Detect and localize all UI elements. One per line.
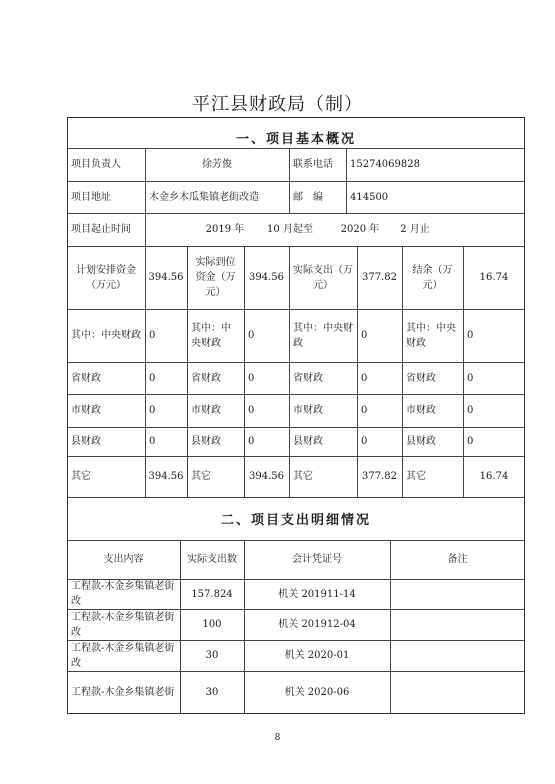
fund-row-value: 0 — [149, 405, 156, 416]
expense-amount: 157.824 — [191, 588, 233, 600]
fund-row-value: 0 — [467, 330, 474, 341]
fund-row-label: 其它 — [406, 471, 426, 482]
column-header-content: 支出内容 — [103, 554, 144, 565]
fund-row-value: 0 — [467, 405, 474, 416]
fund-row-label: 县财政 — [191, 436, 221, 447]
expense-note — [390, 609, 525, 640]
fund-row-value: 377.82 — [362, 471, 397, 482]
fund-row-value: 0 — [361, 436, 368, 447]
contact-phone-label: 联系电话 — [293, 159, 333, 170]
section2-heading: 二、项目支出明细情况 — [220, 513, 371, 528]
fund-row-label: 省财政 — [406, 372, 436, 384]
fund-row-label: 其中：中央财政 — [191, 322, 231, 349]
fund-row-value: 0 — [467, 436, 474, 447]
received-funds-label: 实际到位资金（万元） — [195, 257, 236, 298]
fund-row-value: 16.74 — [479, 471, 509, 482]
fund-row-label: 省财政 — [191, 372, 221, 384]
project-lead-value: 徐芳俊 — [202, 159, 232, 170]
balance-funds-value: 16.74 — [479, 272, 509, 283]
expense-note — [390, 579, 525, 609]
fund-row-label: 县财政 — [406, 436, 436, 447]
fund-row-label: 其中：中央财政 — [293, 322, 353, 349]
fund-row-value: 0 — [361, 405, 368, 416]
expense-amount: 30 — [205, 650, 219, 661]
project-address-label: 项目地址 — [71, 191, 111, 203]
fund-row-label: 市财政 — [191, 405, 221, 416]
fund-row-value: 0 — [149, 330, 156, 341]
fund-row-label: 市财政 — [71, 405, 101, 416]
expense-content: 工程款-木金乡集镇老街改 — [71, 642, 175, 669]
fund-row-value: 0 — [149, 372, 156, 384]
fund-row-label: 其中：中央财政 — [71, 330, 141, 341]
period-start-year: 2019 年 — [205, 224, 245, 235]
period-end-month: 2 月止 — [400, 224, 430, 235]
fund-row-label: 县财政 — [293, 436, 323, 447]
expense-voucher: 机关 201911-14 — [278, 588, 356, 600]
period-label: 项目起止时间 — [71, 224, 131, 235]
postcode-label: 邮 编 — [293, 191, 323, 203]
fund-row-label: 其它 — [191, 471, 211, 482]
fund-row-value: 0 — [248, 436, 255, 447]
spent-funds-value: 377.82 — [362, 272, 397, 283]
fund-row-label: 其它 — [71, 471, 91, 482]
divider — [67, 497, 525, 498]
expense-content: 工程款-木金乡集镇老街改 — [71, 581, 175, 607]
column-header-amount: 实际支出数 — [187, 554, 237, 565]
contact-phone-value: 15274069828 — [350, 159, 420, 170]
column-header-voucher: 会计凭证号 — [292, 554, 342, 565]
fund-row-value: 0 — [248, 405, 255, 416]
period-end-year: 2020 年 — [340, 224, 380, 235]
expense-amount: 30 — [205, 687, 219, 698]
postcode-value: 414500 — [350, 191, 389, 203]
expense-content: 工程款-木金乡集镇老街 — [71, 687, 175, 698]
planned-funds-value: 394.56 — [148, 272, 184, 283]
project-lead-label: 项目负责人 — [71, 159, 121, 170]
fund-row-value: 394.56 — [148, 471, 184, 482]
fund-row-value: 0 — [467, 372, 474, 384]
expense-content: 工程款-木金乡集镇老街改 — [71, 611, 175, 638]
fund-row-value: 0 — [149, 436, 156, 447]
expense-voucher: 机关 2020-01 — [284, 650, 350, 661]
balance-funds-label: 结余（万元） — [412, 264, 453, 291]
expense-amount: 100 — [202, 619, 222, 630]
page-number: 8 — [274, 733, 281, 743]
expense-voucher: 机关 2020-06 — [284, 687, 350, 698]
period-start-month: 10 月起至 — [267, 224, 313, 235]
planned-funds-label: 计划安排资金（万元） — [76, 264, 136, 291]
fund-row-value: 394.56 — [249, 471, 284, 482]
column-header-note: 备注 — [447, 554, 468, 565]
section1-heading: 一、项目基本概况 — [235, 132, 356, 147]
expense-note — [390, 640, 525, 671]
fund-row-value: 0 — [361, 372, 368, 384]
fund-row-label: 省财政 — [71, 372, 101, 384]
fund-row-value: 0 — [361, 330, 368, 341]
fund-row-label: 县财政 — [71, 436, 101, 447]
fund-row-label: 市财政 — [406, 405, 436, 416]
fund-row-label: 其中：中央财政 — [406, 322, 456, 349]
project-address-value: 木金乡木瓜集镇老街改造 — [149, 191, 259, 203]
spent-funds-label: 实际支出（万元） — [293, 264, 353, 291]
received-funds-value: 394.56 — [249, 272, 284, 283]
expense-note — [390, 671, 525, 714]
fund-row-label: 市财政 — [293, 405, 323, 416]
divider — [145, 213, 146, 246]
fund-row-label: 省财政 — [293, 372, 323, 384]
expense-voucher: 机关 201912-04 — [278, 619, 356, 630]
org-title: 平江县财政局（制） — [192, 94, 363, 115]
fund-row-value: 0 — [248, 330, 255, 341]
fund-row-label: 其它 — [293, 471, 313, 482]
fund-row-value: 0 — [248, 372, 255, 384]
